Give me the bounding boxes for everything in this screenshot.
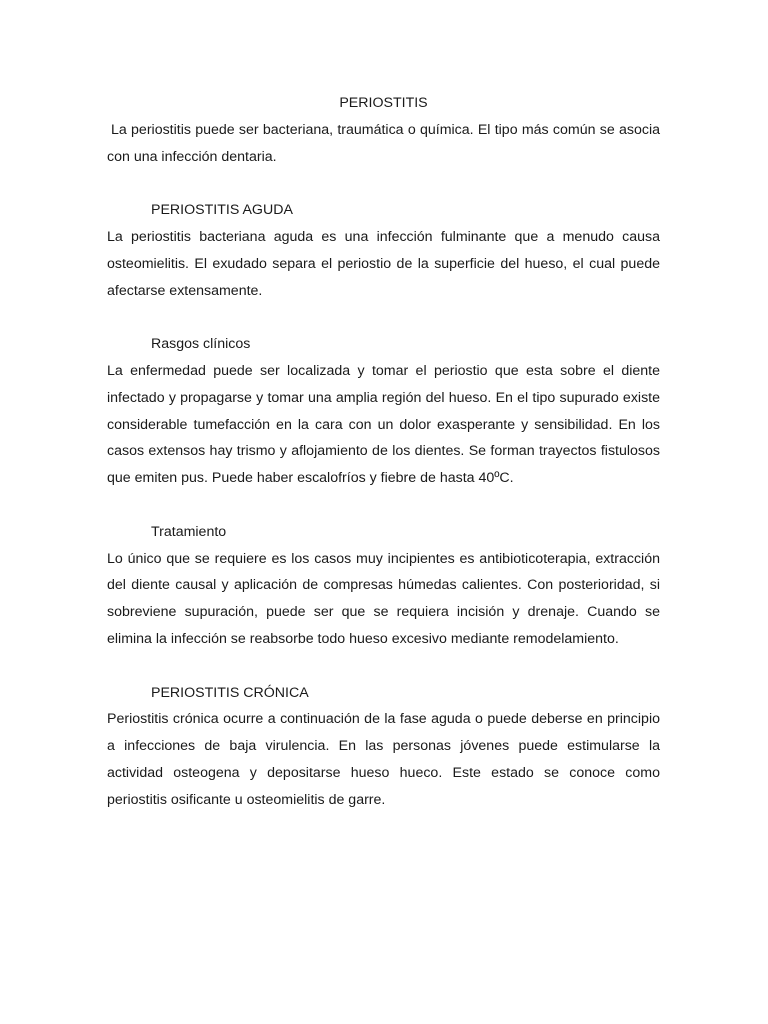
document-title: PERIOSTITIS xyxy=(339,95,428,111)
section-body-tratamiento: Lo único que se requiere es los casos muy incipientes es antibioticoterapia, extracción del diente causal y aplicación de compresas húmedas calientes. Con posterioridad, si sobreviene supuración, puede ser que se requiera incisión y drenaje. Cuando se elimina la infección se reabsorbe todo hueso excesivo mediante remodelamiento. xyxy=(107,550,660,647)
document-body xyxy=(107,90,660,814)
intro-paragraph: La periostitis puede ser bacteriana, traumática o química. El tipo más común se asocia con una infección dentaria. xyxy=(107,121,660,165)
section-heading-rasgos-clinicos: Rasgos clínicos xyxy=(151,336,251,353)
section-heading-periostitis-cronica: PERIOSTITIS CRÓNICA xyxy=(151,684,309,701)
section-body-periostitis-cronica: Periostitis crónica ocurre a continuación de la fase aguda o puede deberse en principio a infecciones de baja virulencia. En las personas jóvenes puede estimularse la actividad osteogena y depositarse hueso hueco. Este estado se conoce como periostitis osificante u osteomielitis de garre. xyxy=(107,711,660,808)
section-heading-periostitis-aguda: PERIOSTITIS AGUDA xyxy=(151,202,293,219)
section-body-rasgos-clinicos: La enfermedad puede ser localizada y tomar el periostio que esta sobre el diente infectado y propagarse y tomar una amplia región del hueso. En el tipo supurado existe considerable tumefacción en la cara con un dolor exasperante y sensibilidad. En los casos extensos hay trismo y aflojamiento de los dientes. Se forman trayectos fistulosos que emiten pus. Puede haber escalofríos y fiebre de hasta 40ºC. xyxy=(107,362,660,487)
section-body-periostitis-aguda: La periostitis bacteriana aguda es una infección fulminante que a menudo causa osteomielitis. El exudado separa el periostio de la superficie del hueso, el cual puede afectarse extensamente. xyxy=(107,228,660,299)
section-heading-tratamiento: Tratamiento xyxy=(151,523,227,540)
